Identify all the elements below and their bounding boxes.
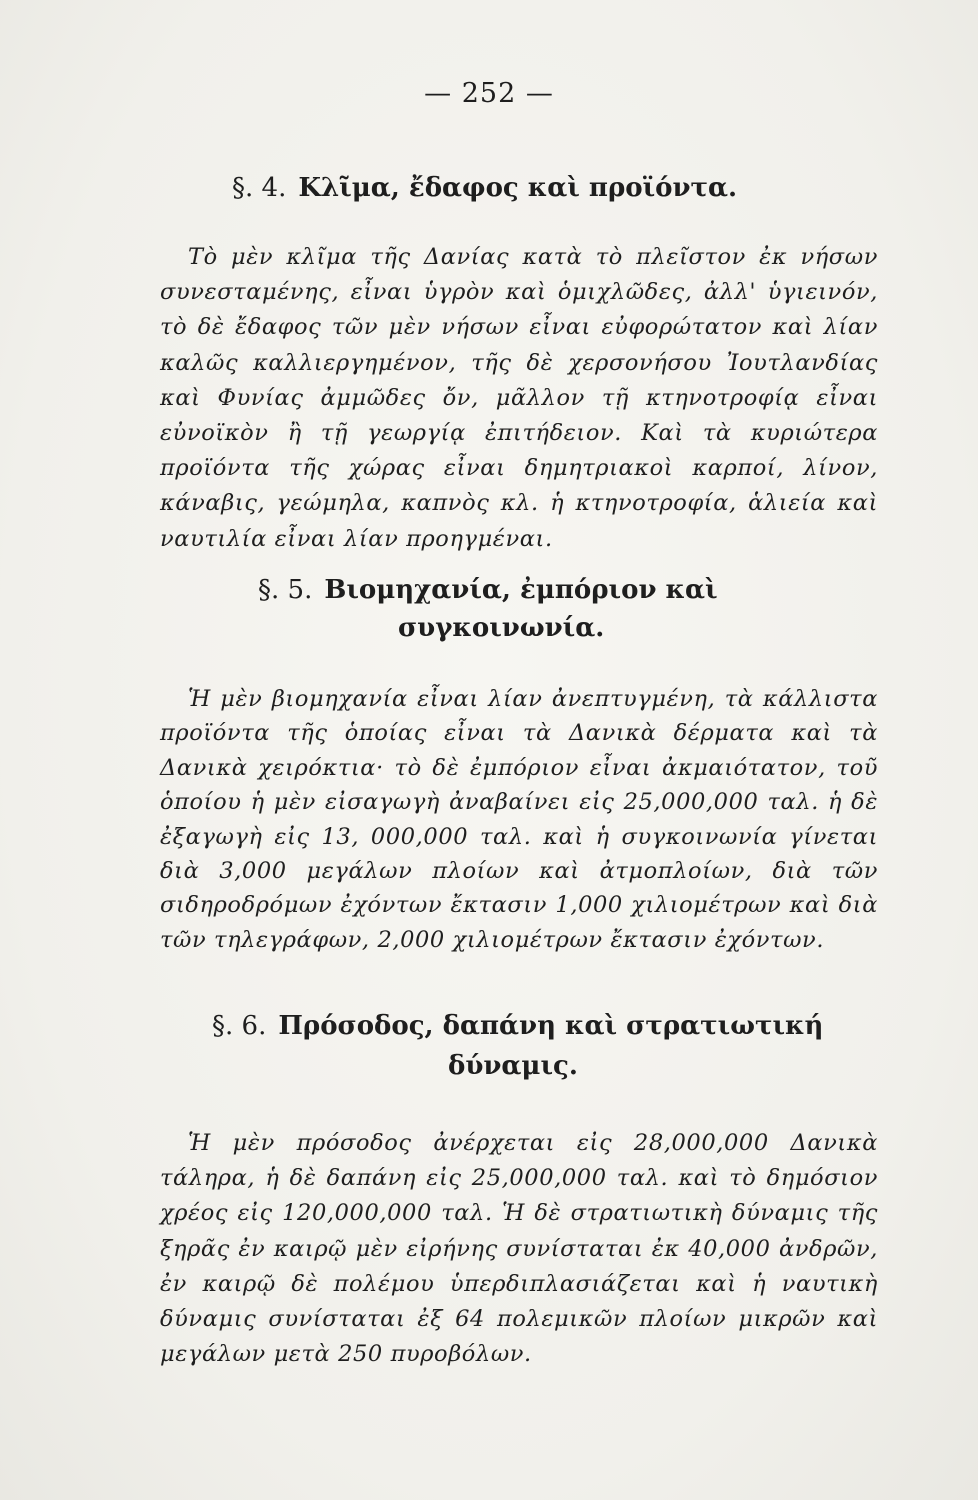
section-5-title-line1: Βιομηχανία, ἐμπόριον καὶ (324, 575, 718, 605)
section-5-title-line2: συγκοινωνία. (398, 613, 605, 643)
page-number: — 252 — (424, 78, 554, 109)
section-4-paragraph: Τὸ μὲν κλῖμα τῆς Δανίας κατὰ τὸ πλεῖστον ἐκ νήσων συνεσταμένης, εἶναι ὑγρὸν καὶ ὁμιχλῶδες, ἀλλ' ὑγιεινόν, τὸ δὲ ἔδαφος τῶν μὲν νήσων εἶναι εὐφορώτατον καὶ λίαν καλῶς καλλιεργημένον, τῆς δὲ χερσονήσου Ἰουτλανδίας καὶ Φυνίας ἀμμῶδες ὄν, μᾶλλον τῇ κτηνοτροφίᾳ εἶναι εὐνοϊκὸν ἢ τῇ γεωργίᾳ ἐπιτήδειον. Καὶ τὰ κυριώτερα προϊόντα τῆς χώρας εἶναι δημητριακοὶ καρποί, λίνον, κάναβις, γεώμηλα, καπνὸς κλ. ἡ κτηνοτροφία, ἁλιεία καὶ ναυτιλία εἶναι λίαν προηγμέναι. (160, 244, 878, 552)
section-6-number: §. 6. (212, 1011, 267, 1041)
section-5-paragraph: Ἡ μὲν βιομηχανία εἶναι λίαν ἀνεπτυγμένη, τὰ κάλλιστα προϊόντα τῆς ὁποίας εἶναι τὰ Δανικὰ δέρματα καὶ τὰ Δανικὰ χειρόκτια· τὸ δὲ ἐμπόριον εἶναι ἀκμαιότατον, τοῦ ὁποίου ἡ μὲν εἰσαγωγὴ ἀναβαίνει εἰς 25,000,000 ταλ. ἡ δὲ ἐξαγωγὴ εἰς 13, 000,000 ταλ. καὶ ἡ συγκοινωνία γίνεται διὰ 3,000 μεγάλων πλοίων καὶ ἀτμοπλοίων, διὰ τῶν σιδηροδρόμων ἐχόντων ἔκτασιν 1,000 χιλιομέτρων καὶ διὰ τῶν τηλεγράφων, 2,000 χιλιομέτρων ἔκτασιν ἐχόντων. (160, 686, 878, 953)
section-6-heading (212, 1006, 823, 1046)
section-5-heading (258, 570, 718, 610)
section-6-title-line2: δύναμις. (448, 1051, 578, 1081)
section-4-number: §. 4. (232, 173, 287, 203)
section-4-title: Κλῖμα, ἔδαφος καὶ προϊόντα. (298, 173, 738, 203)
section-4-heading (232, 168, 737, 208)
section-6-title-line1: Πρόσοδος, δαπάνη καὶ στρατιωτική (278, 1011, 824, 1041)
section-5-number: §. 5. (258, 575, 313, 605)
section-6-paragraph: Ἡ μὲν πρόσοδος ἀνέρχεται εἰς 28,000,000 Δανικὰ τάληρα, ἡ δὲ δαπάνη εἰς 25,000,000 ταλ. καὶ τὸ δημόσιον χρέος εἰς 120,000,000 ταλ. Ἡ δὲ στρατιωτικὴ δύναμις τῆς ξηρᾶς ἐν καιρῷ μὲν εἰρήνης συνίσταται ἐκ 40,000 ἀνδρῶν, ἐν καιρῷ δὲ πολέμου ὑπερδιπλασιάζεται καὶ ἡ ναυτικὴ δύναμις συνίσταται ἐξ 64 πολεμικῶν πλοίων μικρῶν καὶ μεγάλων μετὰ 250 πυροβόλων. (160, 1130, 878, 1368)
